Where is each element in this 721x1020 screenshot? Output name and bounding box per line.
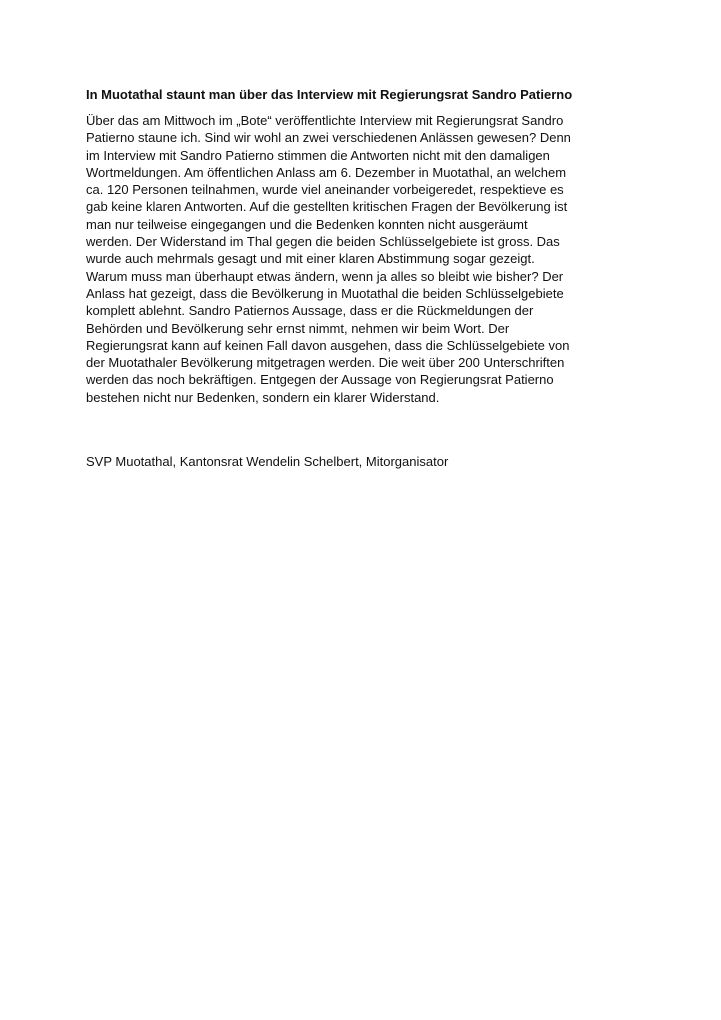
letter-signature: SVP Muotathal, Kantonsrat Wendelin Schelbert, Mitorganisator (86, 454, 449, 469)
body-line: bestehen nicht nur Bedenken, sondern ein klarer Widerstand. (86, 389, 440, 405)
body-line: Regierungsrat kann auf keinen Fall davon ausgehen, dass die Schlüsselgebiete von (86, 337, 570, 353)
body-line: Behörden und Bevölkerung sehr ernst nimmt, nehmen wir beim Wort. Der (86, 320, 510, 336)
body-line: Anlass hat gezeigt, dass die Bevölkerung in Muotathal die beiden Schlüsselgebiete (86, 285, 564, 301)
letter-title: In Muotathal staunt man über das Interview mit Regierungsrat Sandro Patierno (86, 87, 573, 102)
body-line: Über das am Mittwoch im „Bote“ veröffentlichte Interview mit Regierungsrat Sandro (86, 113, 564, 128)
body-line: werden das noch bekräftigen. Entgegen der Aussage von Regierungsrat Patierno (86, 372, 554, 388)
body-line: Wortmeldungen. Am öffentlichen Anlass am 6. Dezember in Muotathal, an welchem (86, 164, 567, 180)
body-line: werden. Der Widerstand im Thal gegen die beiden Schlüsselgebiete ist gross. Das (86, 234, 560, 250)
letter-content (86, 86, 634, 406)
body-line: der Muotathaler Bevölkerung mitgetragen werden. Die weit über 200 Unterschriften (86, 355, 565, 371)
body-line: wurde auch mehrmals gesagt und mit einer klaren Abstimmung sogar gezeigt. (86, 251, 535, 267)
body-line: im Interview mit Sandro Patierno stimmen die Antworten nicht mit den damaligen (86, 147, 550, 163)
body-line: man nur teilweise eingegangen und die Bedenken konnten nicht ausgeräumt (86, 216, 528, 232)
body-line: ca. 120 Personen teilnahmen, wurde viel aneinander vorbeigeredet, respektieve es (86, 182, 564, 198)
body-line: komplett ablehnt. Sandro Patiernos Aussage, dass er die Rückmeldungen der (86, 303, 534, 319)
body-line: gab keine klaren Antworten. Auf die gestellten kritischen Fragen der Bevölkerung ist (86, 199, 568, 215)
letter-body (86, 112, 634, 406)
body-line: Patierno staune ich. Sind wir wohl an zwei verschiedenen Anlässen gewesen? Denn (86, 130, 571, 146)
body-line: Warum muss man überhaupt etwas ändern, wenn ja alles so bleibt wie bisher? Der (86, 268, 564, 284)
